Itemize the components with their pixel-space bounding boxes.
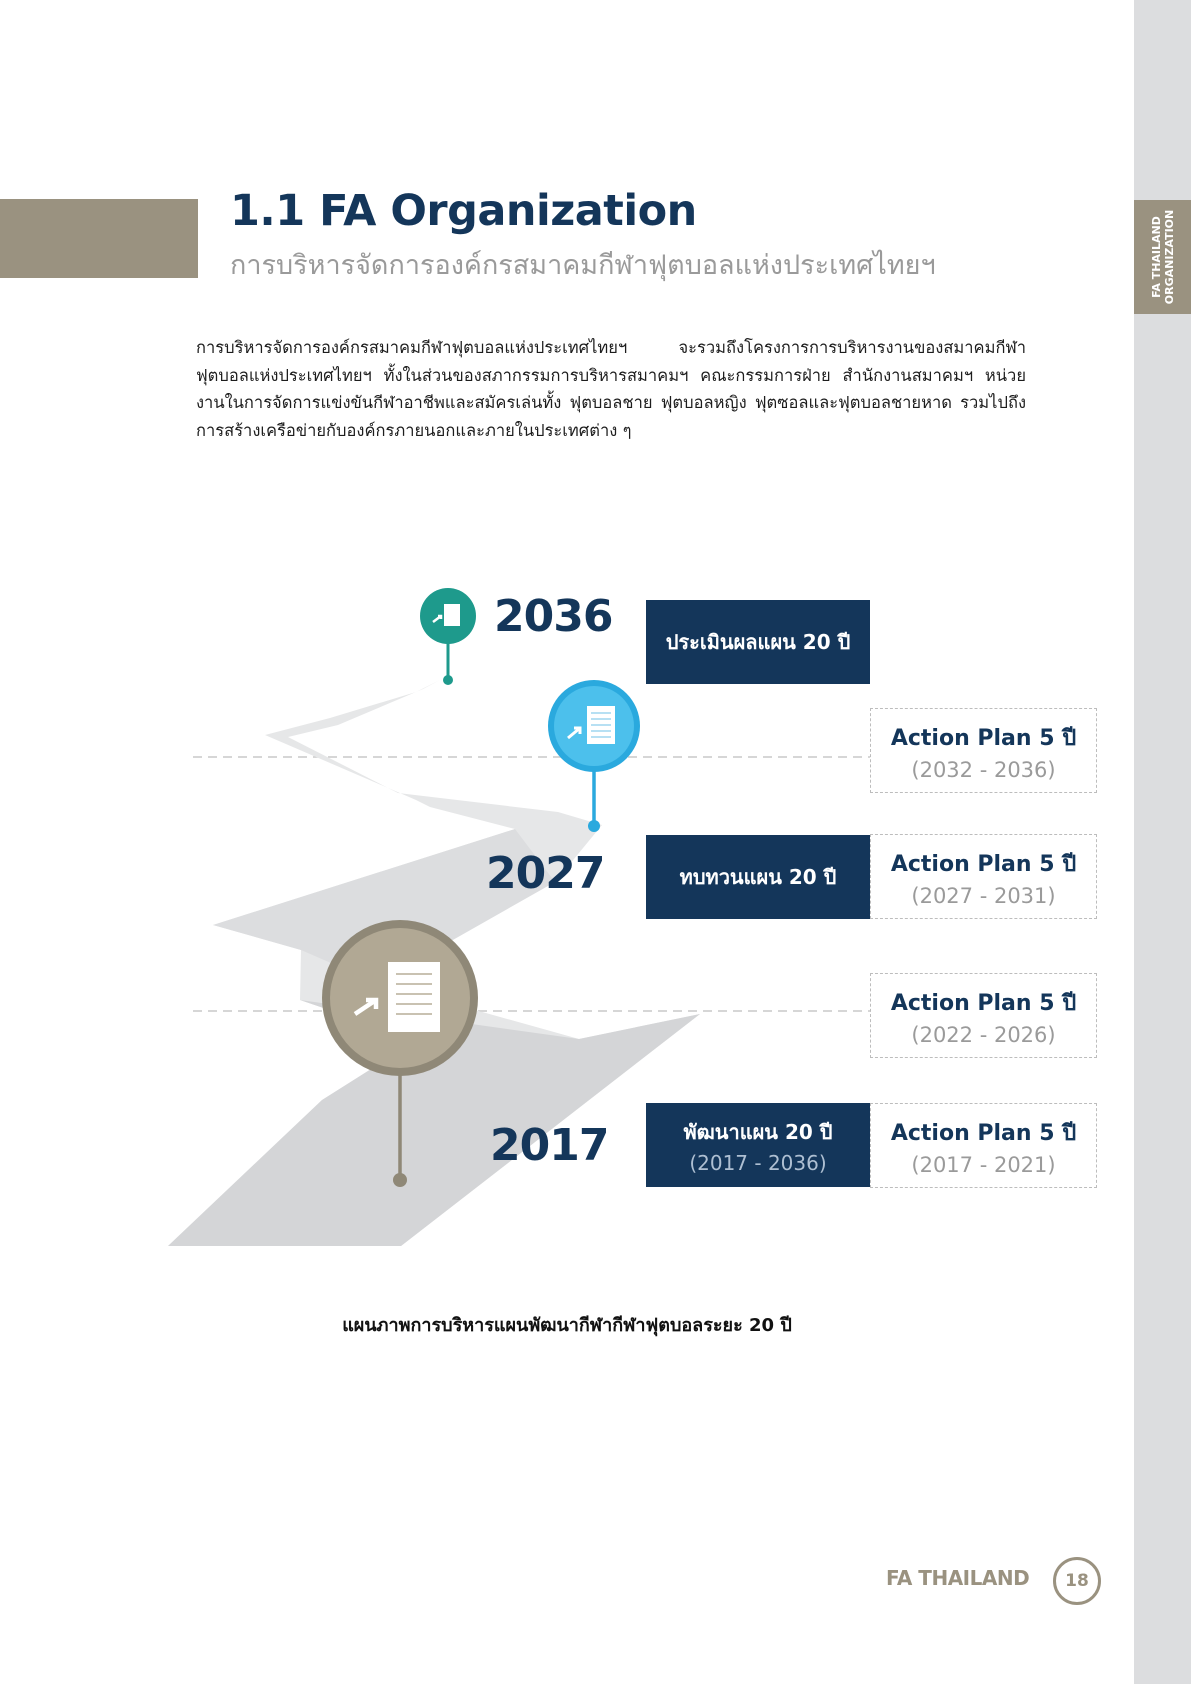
- pin-2017-dot: [393, 1173, 407, 1187]
- milestone-label: ประเมินผลแผน 20 ปี: [665, 630, 851, 654]
- action-plan-box: [870, 708, 1097, 793]
- action-plan-label: Action Plan 5 ปี: [890, 851, 1077, 877]
- action-plan-box: [870, 1103, 1097, 1188]
- milestone-label: ทบทวนแผน 20 ปี: [679, 865, 837, 889]
- action-plan-range: (2027 - 2031): [911, 883, 1056, 908]
- action-plan-box: [870, 973, 1097, 1058]
- header-accent-bar: [0, 199, 198, 278]
- year-2036: 2036: [494, 591, 613, 642]
- document-icon-2017: [388, 962, 440, 1032]
- action-plan-label: Action Plan 5 ปี: [890, 1120, 1077, 1146]
- action-plan-label: Action Plan 5 ปี: [890, 725, 1077, 751]
- action-plan-box: [870, 834, 1097, 919]
- milestone-box-2027: [646, 835, 870, 919]
- section-tab: [1134, 200, 1191, 314]
- intro-paragraph: การบริหารจัดการองค์กรสมาคมกีฬาฟุตบอลแห่งประเทศไทยฯ จะรวมถึงโครงการการบริหารงานของสมาคมกีฬาฟุตบอลแห่งประเทศไทยฯ ทั้งในส่วนของสภากรรมการบริหารสมาคมฯ คณะกรรมการฝ่าย สำนักงานสมาคมฯ หน่วยงานในการจัดการแข่งขันกีฬาอาชีพและสมัครเล่นทั้ง ฟุตบอลชาย ฟุตบอลหญิง ฟุตซอลและฟุตบอลชายหาด รวมไปถึงการสร้างเครือข่ายกับองค์กรภายนอกและภายในประเทศต่าง ๆ: [196, 338, 1026, 440]
- page-number: 18: [1065, 1571, 1089, 1591]
- pin-2027-dot: [588, 820, 600, 832]
- document-icon-2036: [444, 604, 460, 626]
- milestone-range: (2017 - 2036): [689, 1150, 827, 1175]
- section-tab-label: [1150, 210, 1176, 304]
- figure-caption: แผนภาพการบริหารแผนพัฒนากีฬากีฬาฟุตบอลระยะ 20 ปี: [342, 1315, 792, 1336]
- action-plan-label: Action Plan 5 ปี: [890, 990, 1077, 1016]
- section-tab-line2: ORGANIZATION: [1162, 209, 1176, 305]
- milestone-box-2036: [646, 600, 870, 684]
- action-plan-range: (2017 - 2021): [911, 1152, 1056, 1177]
- page-title: 1.1 FA Organization: [230, 186, 697, 236]
- year-2027: 2027: [486, 848, 605, 899]
- action-plan-range: (2022 - 2026): [911, 1022, 1056, 1047]
- milestone-box-2017: [646, 1103, 870, 1187]
- page-subtitle: การบริหารจัดการองค์กรสมาคมกีฬาฟุตบอลแห่งประเทศไทยฯ: [230, 250, 936, 281]
- year-2017: 2017: [490, 1120, 609, 1171]
- footer-brand: FA THAILAND: [886, 1566, 1030, 1590]
- action-plan-range: (2032 - 2036): [911, 757, 1056, 782]
- section-tab-line1: FA THAILAND: [1149, 216, 1163, 298]
- pin-2036-dot: [443, 675, 453, 685]
- page-number-badge: [1053, 1557, 1101, 1605]
- milestone-label: พัฒนาแผน 20 ปี: [683, 1119, 833, 1144]
